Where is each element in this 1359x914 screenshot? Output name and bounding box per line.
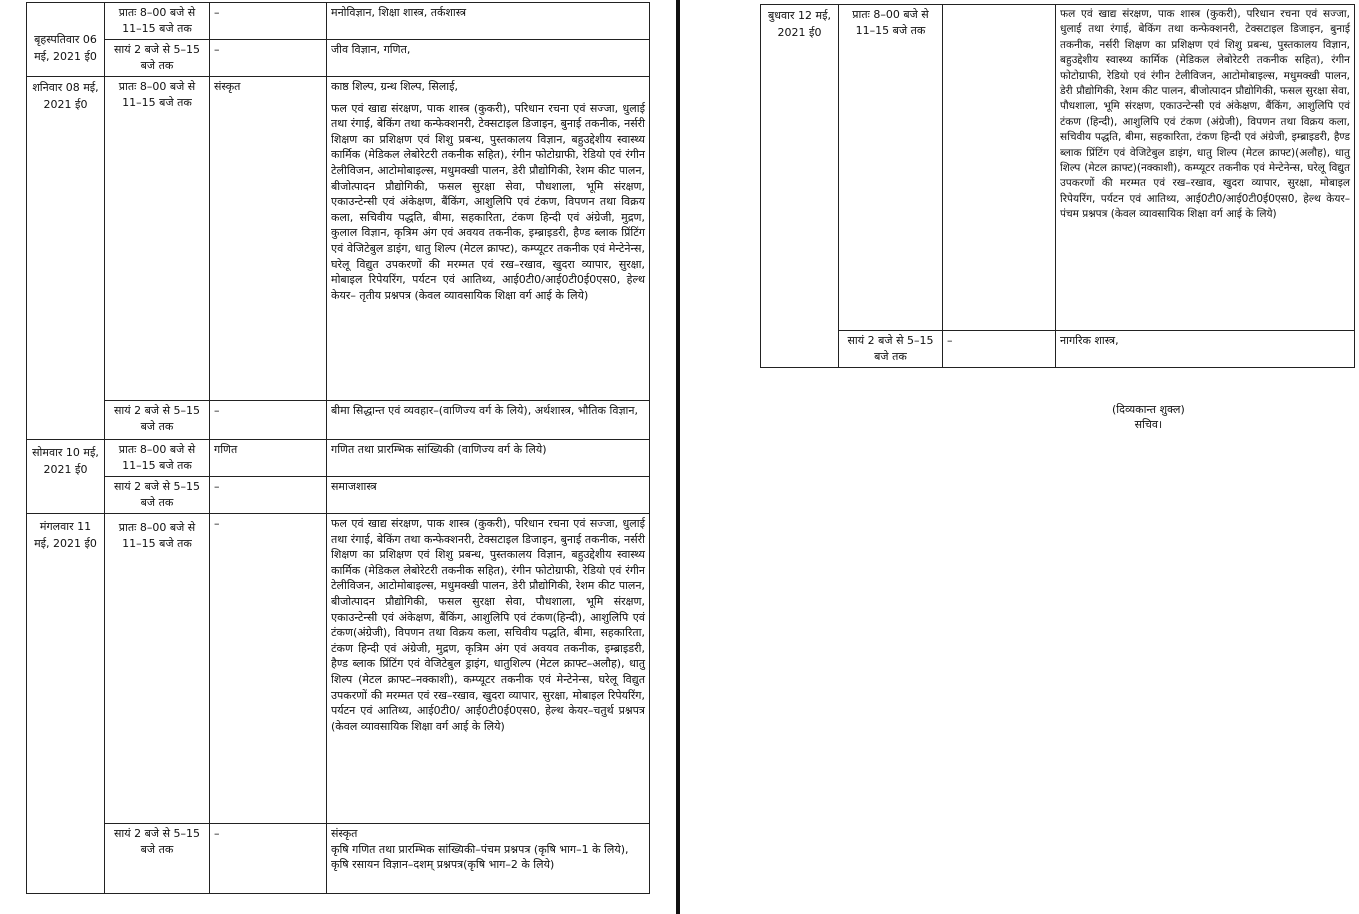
subjects-cell: मनोविज्ञान, शिक्षा शास्त्र, तर्कशास्त्र (327, 3, 650, 40)
paper-cell: – (210, 477, 327, 514)
paper-cell: – (210, 824, 327, 894)
time-cell: प्रातः 8–00 बजे से 11–15 बजे तक (105, 440, 210, 477)
subjects-block: फल एवं खाद्य संरक्षण, पाक शास्त्र (कुकरी), परिधान रचना एवं सज्जा, धुलाई तथा रंगाई, बेकिंग तथा कन्फेक्शनरी, टेक्सटाइल डिजाइन, बुनाई तकनीक, नर्सरी शिक्षण का प्रशिक्षण एवं शिशु प्रबन्ध, पुस्तकालय विज्ञान, बहुउद्देशीय स्वास्थ्य कार्मिक (मेडिकल लेबोरेटरी तकनीक सहित), रंगीन फोटोग्राफी, रेडियो एवं रंगीन टेलीविजन, आटोमोबाइल्स, मधुमक्खी पालन, डेरी प्रौद्योगिकी, रेशम कीट पालन, बीजोत्पादन प्रौद्योगिकी, फसल सुरक्षा सेवा, पौधशाला, भूमि संरक्षण, एकाउन्टेन्सी एवं अंकेक्षण, बैंकिंग, आशुलिपि एवं टंकण, विपणन तथा विक्रय कला, सचिवीय पद्धति, बीमा, सहकारिता, टंकण हिन्दी एवं अंग्रेजी, मुद्रण, कुलाल विज्ञान, कृत्रिम अंग एवं अवयव तकनीक, इम्ब्राइडरी, हैण्ड ब्लाक प्रिंटिंग एवं वेजिटेबुल डाइंग, धातु शिल्प (मेटल क्राफ्ट), कम्प्यूटर तकनीक एवं मेन्टेनेन्स, घरेलू विद्युत उपकरणों की मरम्मत एवं रख–रखाव, खुदरा व्यापार, सुरक्षा, मोबाइल रिपेयरिंग, पर्यटन एवं आतिथ्य, आई0टी0/आई0टी0ई0एस0, हेल्थ केयर– तृतीय प्रश्नपत्र (केवल व्यावसायिक शिक्षा वर्ग आई के लिये) (331, 101, 645, 302)
page-divider (676, 0, 680, 914)
paper-cell (943, 5, 1056, 331)
day-cell: मंगलवार 11 मई, 2021 ई0 (27, 514, 105, 894)
table-row (27, 440, 650, 477)
right-page (682, 0, 1359, 914)
subjects-line: कृषि गणित तथा प्रारम्भिक सांख्यिकी–पंचम प्रश्नपत्र (कृषि भाग–1 के लिये), (331, 842, 629, 856)
table-row (27, 3, 650, 40)
time-cell: सायं 2 बजे से 5–15 बजे तक (105, 40, 210, 77)
table-row (27, 514, 650, 824)
paper-cell: – (210, 514, 327, 824)
subjects-line: संस्कृत (331, 827, 358, 840)
paper-cell: गणित (210, 440, 327, 477)
table-row (27, 77, 650, 401)
exam-schedule-table (760, 4, 1355, 368)
paper-cell: – (210, 401, 327, 440)
day-cell: बृहस्पतिवार 06 मई, 2021 ई0 (27, 3, 105, 77)
table-row (761, 331, 1355, 368)
paper-cell: संस्कृत (210, 77, 327, 401)
left-page (0, 0, 676, 914)
day-cell: बुधवार 12 मई, 2021 ई0 (761, 5, 839, 368)
table-row (27, 40, 650, 77)
time-cell: सायं 2 बजे से 5–15 बजे तक (105, 477, 210, 514)
subjects-cell: फल एवं खाद्य संरक्षण, पाक शास्त्र (कुकरी), परिधान रचना एवं सज्जा, धुलाई तथा रंगाई, बेकिंग तथा कन्फेक्शनरी, टेक्सटाइल डिजाइन, बुनाई तकनीक, नर्सरी शिक्षण का प्रशिक्षण एवं शिशु प्रबन्ध, पुस्तकालय विज्ञान, बहुउद्देशीय स्वास्थ्य कार्मिक (मेडिकल लेबोरेटरी तकनीक सहित), रंगीन फोटोग्राफी, रेडियो एवं रंगीन टेलीविजन, आटोमोबाइल्स, मधुमक्खी पालन, डेरी प्रौद्योगिकी, रेशम कीट पालन, बीजोत्पादन प्रौद्योगिकी, फसल सुरक्षा सेवा, पौधशाला, भूमि संरक्षण, एकाउन्टेन्सी एवं अंकेक्षण, बैंकिंग, आशुलिपि एवं टंकण (हिन्दी), आशुलिपि एवं टंकण (अंग्रेजी), विपणन तथा विक्रय कला, सचिवीय पद्धति, बीमा, सहकारिता, टंकण हिन्दी एवं अंग्रेजी, इम्ब्राइडरी, हैण्ड ब्लाक प्रिंटिंग एवं वेजिटेबुल डाइंग, धातु शिल्प (मेटल क्राफ्ट)(अलौह), धातु शिल्प (मेटल क्राफ्ट)(नक्काशी), कम्प्यूटर तकनीक एवं मेन्टेनेन्स, घरेलू विद्युत उपकरणों की मरम्मत एवं रख–रखाव, खुदरा व्यापार, सुरक्षा, मोबाइल रिपेयरिंग, पर्यटन एवं आतिथ्य, आई0टी0/आई0टी0ई0एस0, हेल्थ केयर–पंचम प्रश्नपत्र (केवल व्यावसायिक शिक्षा वर्ग आई के लिये) (1056, 5, 1355, 331)
subjects-line: काष्ठ शिल्प, ग्रन्थ शिल्प, सिलाई, (331, 80, 459, 93)
time-cell: सायं 2 बजे से 5–15 बजे तक (105, 401, 210, 440)
signature-block (1112, 402, 1185, 432)
subjects-cell: गणित तथा प्रारम्भिक सांख्यिकी (वाणिज्य वर्ग के लिये) (327, 440, 650, 477)
day-cell: सोमवार 10 मई, 2021 ई0 (27, 440, 105, 514)
table-row (27, 401, 650, 440)
time-cell: सायं 2 बजे से 5–15 बजे तक (839, 331, 943, 368)
time-cell: प्रातः 8–00 बजे से 11–15 बजे तक (105, 3, 210, 40)
table-row (27, 477, 650, 514)
exam-schedule-table (26, 2, 650, 894)
time-cell: सायं 2 बजे से 5–15 बजे तक (105, 824, 210, 894)
subjects-cell: नागरिक शास्त्र, (1056, 331, 1355, 368)
table-row (761, 5, 1355, 331)
subjects-cell: बीमा सिद्धान्त एवं व्यवहार–(वाणिज्य वर्ग के लिये), अर्थशास्त्र, भौतिक विज्ञान, (327, 401, 650, 440)
paper-cell: – (210, 3, 327, 40)
time-cell: प्रातः 8–00 बजे से 11–15 बजे तक (839, 5, 943, 331)
subjects-line: कृषि रसायन विज्ञान–दशम् प्रश्नपत्र(कृषि भाग–2 के लिये) (331, 858, 555, 872)
signatory-name: (दिव्यकान्त शुक्ल) (1112, 403, 1185, 416)
subjects-cell (327, 824, 650, 894)
subjects-cell: जीव विज्ञान, गणित, (327, 40, 650, 77)
signatory-title: सचिव। (1134, 418, 1163, 431)
subjects-cell (327, 77, 650, 401)
table-row (27, 824, 650, 894)
day-cell: शनिवार 08 मई, 2021 ई0 (27, 77, 105, 440)
time-cell: प्रातः 8–00 बजे से 11–15 बजे तक (105, 514, 210, 824)
paper-cell: – (210, 40, 327, 77)
paper-cell: – (943, 331, 1056, 368)
subjects-cell: समाजशास्त्र (327, 477, 650, 514)
time-cell: प्रातः 8–00 बजे से 11–15 बजे तक (105, 77, 210, 401)
subjects-cell: फल एवं खाद्य संरक्षण, पाक शास्त्र (कुकरी), परिधान रचना एवं सज्जा, धुलाई तथा रंगाई, बेकिंग तथा कन्फेक्शनरी, टेक्सटाइल डिजाइन, बुनाई तकनीक, नर्सरी शिक्षण का प्रशिक्षण एवं शिशु प्रबन्ध, पुस्तकालय विज्ञान, बहुउद्देशीय स्वास्थ्य कार्मिक (मेडिकल लेबोरेटरी तकनीक सहित), रंगीन फोटोग्राफी, रेडियो एवं रंगीन टेलीविजन, आटोमोबाइल्स, मधुमक्खी पालन, डेरी प्रौद्योगिकी, रेशम कीट पालन, बीजोत्पादन प्रौद्योगिकी, फसल सुरक्षा सेवा, पौधशाला, भूमि संरक्षण, एकाउन्टेन्सी एवं अंकेक्षण, बैंकिंग, आशुलिपि एवं टंकण(हिन्दी), आशुलिपि एवं टंकण(अंग्रेजी), विपणन तथा विक्रय कला, सचिवीय पद्धति, बीमा, सहकारिता, टंकण हिन्दी एवं अंग्रेजी, मुद्रण, कृत्रिम अंग एवं अवयव तकनीक, इम्ब्राइडरी, हैण्ड ब्लाक प्रिंटिंग एवं वेजिटेबुल ड्राइंग, धातुशिल्प (मेटल क्राफ्ट–अलौह), धातु शिल्प (मेटल क्राफ्ट–नक्काशी), कम्प्यूटर तकनीक एवं मेन्टेनेन्स, घरेलू विद्युत उपकरणों की मरम्मत एवं रख–रखाव, खुदरा व्यापार, सुरक्षा, मोबाइल रिपेयरिंग, पर्यटन एवं आतिथ्य, आई0टी0/ आई0टी0ई0एस0, हेल्थ केयर–चतुर्थ प्रश्नपत्र (केवल व्यावसायिक शिक्षा वर्ग आई के लिये) (327, 514, 650, 824)
